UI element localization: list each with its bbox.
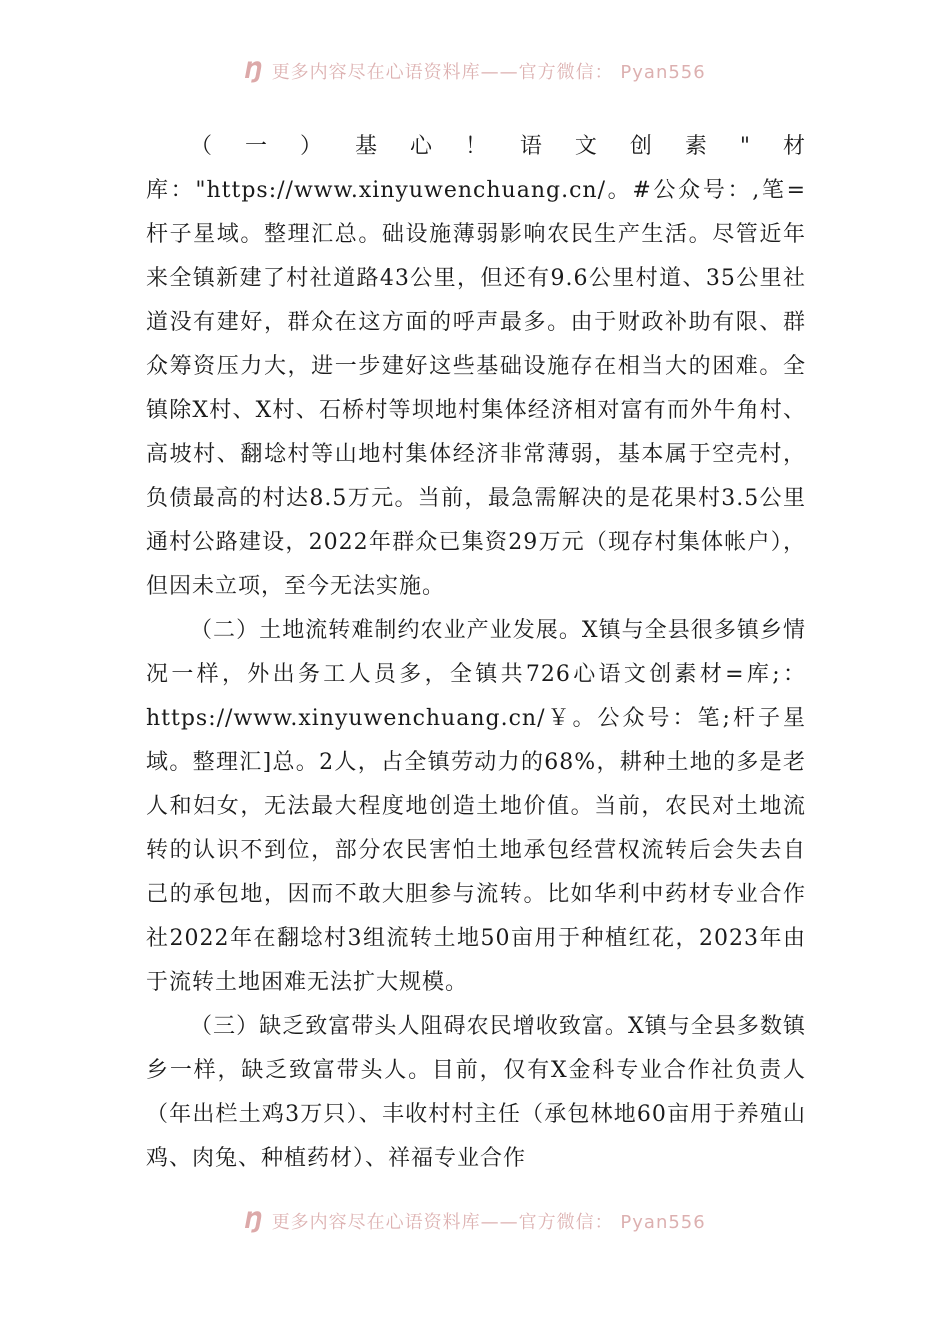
logo-icon: Ŋ — [244, 1208, 264, 1234]
header-watermark — [0, 58, 950, 84]
watermark-text: 更多内容尽在心语资料库——官方微信： Pyan556 — [271, 1212, 706, 1233]
footer-watermark — [0, 1208, 950, 1234]
watermark-text: 更多内容尽在心语资料库——官方微信： Pyan556 — [271, 62, 706, 83]
logo-icon: Ŋ — [244, 58, 264, 84]
paragraph-3: （三）缺乏致富带头人阻碍农民增收致富。X镇与全县多数镇乡一样，缺乏致富带头人。目前，仅有X金科专业合作社负责人（年出栏土鸡3万只）、丰收村村主任（承包林地60亩用于养殖山鸡、肉兔、种植药材）、祥福专业合作 — [146, 1014, 806, 1171]
paragraph-2: （二）土地流转难制约农业产业发展。X镇与全县很多镇乡情况一样，外出务工人员多，全镇共726心语文创素材=库;：https://www.xinyuwenchuang.cn/￥。公众号：笔;杆子星域。整理汇]总。2人，占全镇劳动力的68%，耕种土地的多是老人和妇女，无法最大程度地创造土地价值。当前，农民对土地流转的认识不到位，部分农民害怕土地承包经营权流转后会失去自己的承包地，因而不敢大胆参与流转。比如华利中药材专业合作社2022年在翻埝村3组流转土地50亩用于种植红花，2023年由于流转土地困难无法扩大规模。 — [146, 618, 806, 995]
paragraph-1: （一）基心！语文创素"材库："https://www.xinyuwenchuang.cn/。#公众号：,笔=杆子星域。整理汇总。础设施薄弱影响农民生产生活。尽管近年来全镇新建了村社道路43公里，但还有9.6公里村道、35公里社道没有建好，群众在这方面的呼声最多。由于财政补助有限、群众筹资压力大，进一步建好这些基础设施存在相当大的困难。全镇除X村、X村、石桥村等坝地村集体经济相对富有而外牛角村、高坡村、翻埝村等山地村集体经济非常薄弱，基本属于空壳村，负债最高的村达8.5万元。当前，最急需解决的是花果村3.5公里通村公路建设，2022年群众已集资29万元（现存村集体帐户），但因未立项，至今无法实施。 — [146, 134, 806, 599]
document-body — [146, 125, 806, 1181]
